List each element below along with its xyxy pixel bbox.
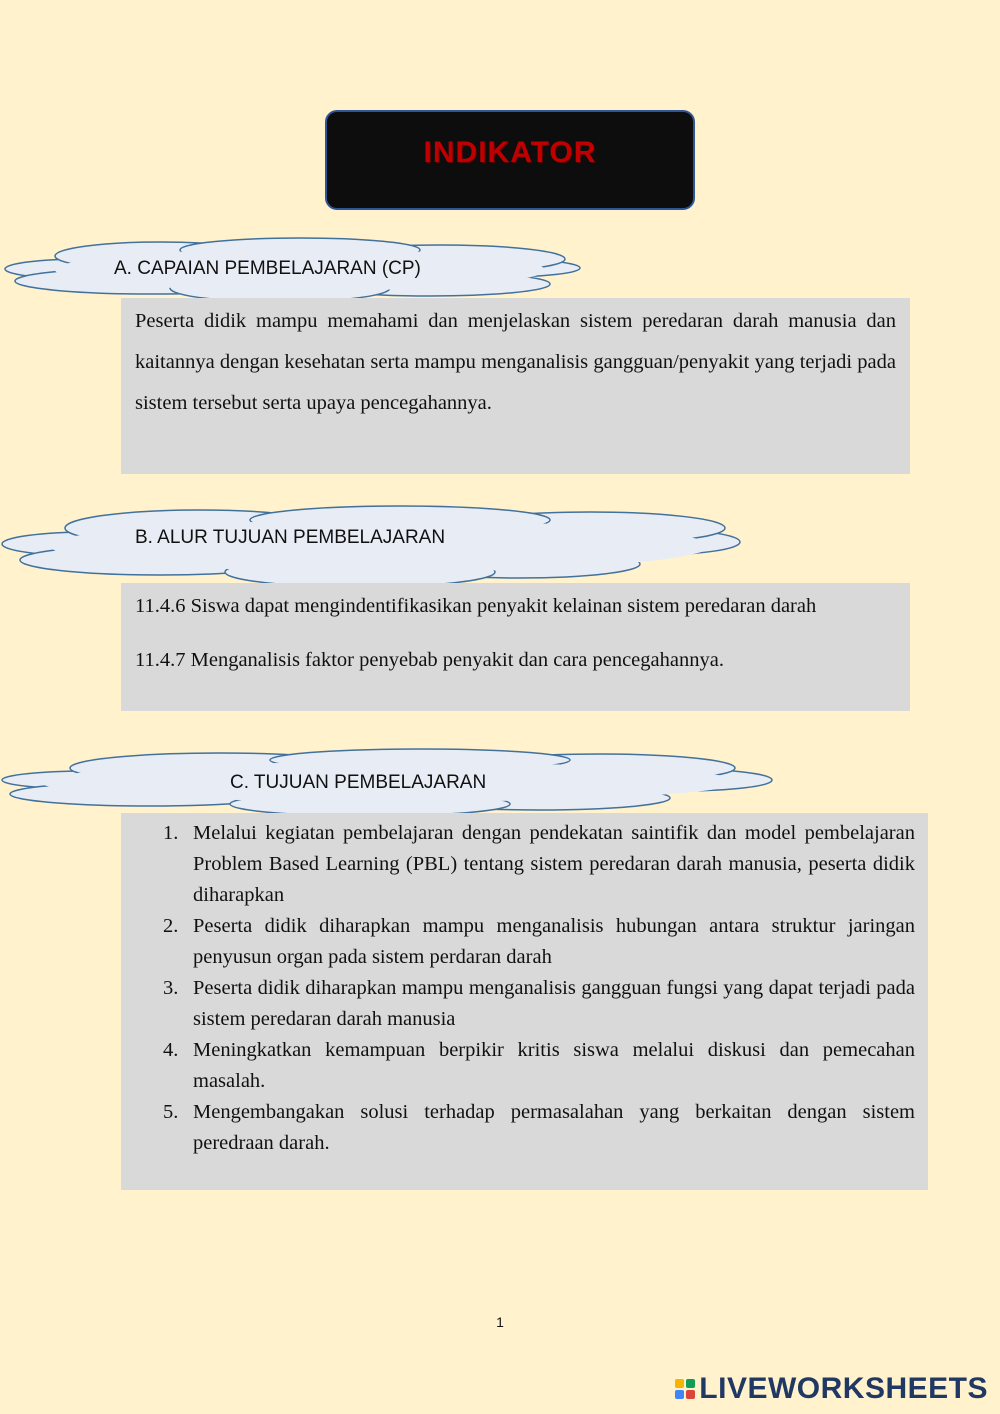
page-number: 1 (496, 1314, 504, 1330)
list-item (121, 1097, 915, 1159)
title-box (325, 110, 695, 210)
section-a-cloud (0, 234, 590, 306)
section-b-content (121, 583, 910, 711)
list-item (121, 818, 915, 911)
section-b-heading: B. ALUR TUJUAN PEMBELAJARAN (135, 527, 446, 548)
list-item-text: Meningkatkan kemampuan berpikir kritis siswa melalui diskusi dan pemecahan masalah. (193, 1039, 915, 1092)
section-b-item-1: 11.4.6 Siswa dapat mengindentifikasikan penyakit kelainan sistem peredaran darah (135, 595, 817, 617)
section-b-item-2: 11.4.7 Menganalisis faktor penyebab penyakit dan cara pencegahannya. (135, 649, 724, 671)
section-a-content (121, 298, 910, 474)
liveworksheets-icon (675, 1379, 695, 1399)
list-item-number: 3. (163, 977, 179, 999)
brand-text: LIVEWORKSHEETS (699, 1372, 988, 1405)
list-item (121, 1035, 915, 1097)
section-c-list (121, 818, 915, 1159)
list-item (121, 911, 915, 973)
page-title: INDIKATOR (423, 136, 597, 169)
section-c-content (121, 813, 928, 1190)
list-item-text: Melalui kegiatan pembelajaran dengan pendekatan saintifik dan model pembelajaran Problem Based Learning (PBL) tentang sistem peredaran darah manusia, peserta didik diharapkan (193, 822, 915, 906)
section-c-cloud (0, 748, 780, 818)
list-item-number: 5. (163, 1101, 179, 1123)
list-item-number: 4. (163, 1039, 179, 1061)
section-a-heading: A. CAPAIAN PEMBELAJARAN (CP) (114, 258, 421, 279)
list-item-text: Peserta didik diharapkan mampu menganalisis gangguan fungsi yang dapat terjadi pada sistem peredaran darah manusia (193, 977, 915, 1030)
list-item-number: 2. (163, 915, 179, 937)
section-b-cloud (0, 502, 750, 592)
list-item-text: Mengembangakan solusi terhadap permasalahan yang berkaitan dengan sistem peredraan darah. (193, 1101, 915, 1154)
list-item-number: 1. (163, 822, 179, 844)
section-a-text: Peserta didik mampu memahami dan menjelaskan sistem peredaran darah manusia dan kaitannya dengan kesehatan serta mampu menganalisis gangguan/penyakit yang terjadi pada sistem tersebut serta upaya pencegahannya. (135, 310, 896, 414)
section-c-heading: C. TUJUAN PEMBELAJARAN (230, 772, 487, 793)
list-item (121, 973, 915, 1035)
liveworksheets-logo (675, 1372, 988, 1406)
list-item-text: Peserta didik diharapkan mampu menganalisis hubungan antara struktur jaringan penyusun organ pada sistem perdaran darah (193, 915, 915, 968)
